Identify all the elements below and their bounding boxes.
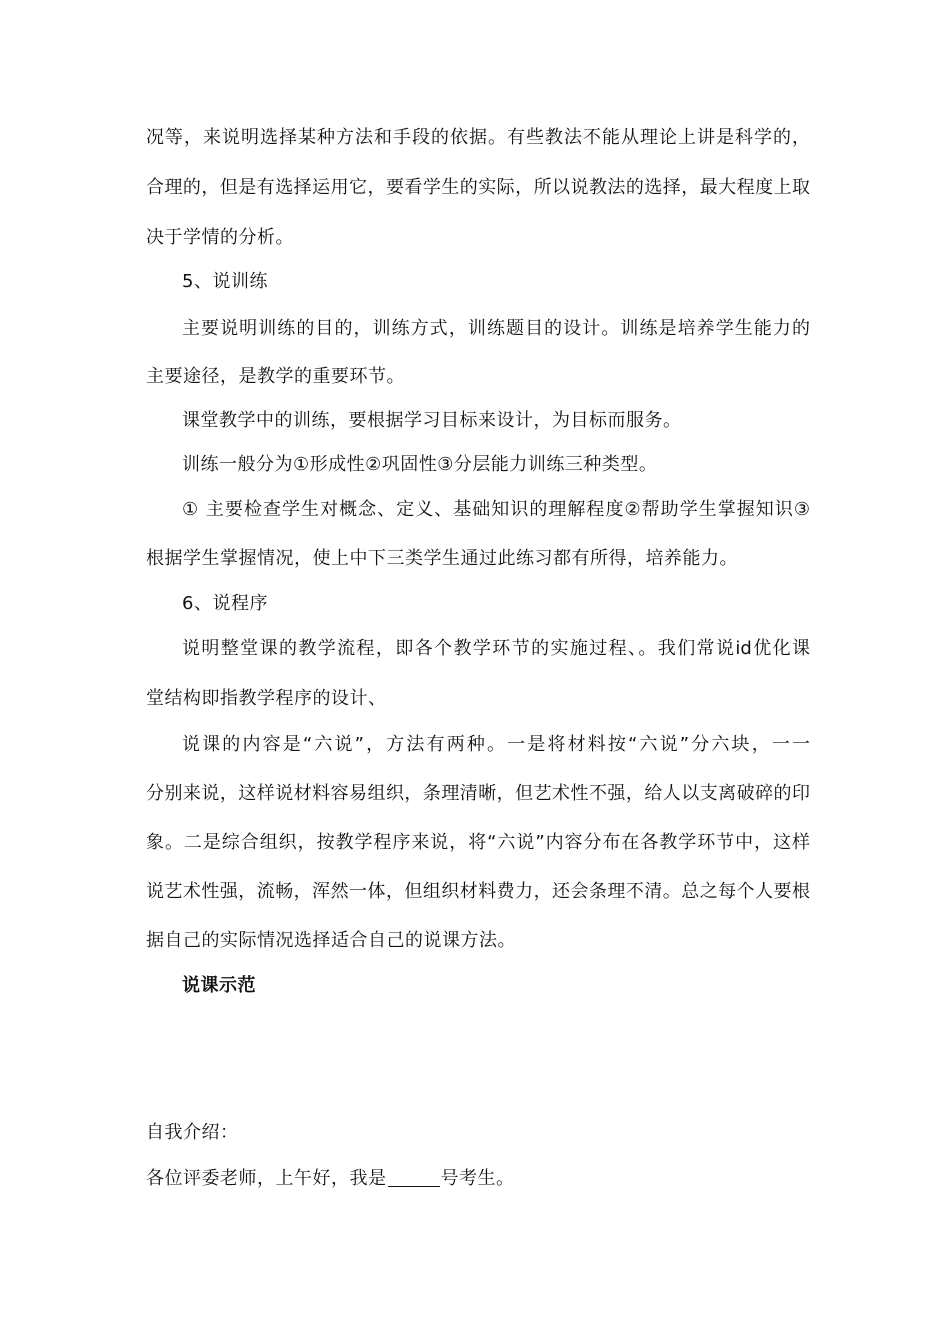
- section-heading-bold: 说课示范: [182, 975, 256, 996]
- paragraph-line: 分别来说，这样说材料容易组织，条理清晰，但艺术性不强，给人以支离破碎的印: [146, 783, 810, 804]
- paragraph-line: 根据学生掌握情况，使上中下三类学生通过此练习都有所得，培养能力。: [146, 548, 738, 569]
- section-heading: 6、说程序: [182, 593, 268, 614]
- paragraph-line: 堂结构即指教学程序的设计、: [146, 688, 387, 709]
- intro-text-before: 各位评委老师，上午好，我是: [146, 1168, 387, 1189]
- paragraph-line: 说艺术性强，流畅，浑然一体，但组织材料费力，还会条理不清。总之每个人要根: [146, 881, 810, 902]
- paragraph-line: 说明整堂课的教学流程，即各个教学环节的实施过程、。我们常说id优化课: [182, 638, 810, 659]
- paragraph-line: 自我介绍：: [146, 1122, 239, 1143]
- section-heading: 5、说训练: [182, 271, 268, 292]
- paragraph-line: 况等，来说明选择某种方法和手段的依据。有些教法不能从理论上讲是科学的，: [146, 127, 810, 148]
- paragraph-line: 主要途径，是教学的重要环节。: [146, 366, 405, 387]
- paragraph-line: 决于学情的分析。: [146, 227, 294, 248]
- paragraph-line: 合理的，但是有选择运用它，要看学生的实际，所以说教法的选择，最大程度上取: [146, 177, 810, 198]
- paragraph-line: 课堂教学中的训练，要根据学习目标来设计，为目标而服务。: [182, 410, 682, 431]
- paragraph-line: 说课的内容是“六说”，方法有两种。一是将材料按“六说”分六块，一一: [182, 734, 810, 755]
- paragraph-line: ① 主要检查学生对概念、定义、基础知识的理解程度②帮助学生掌握知识③: [182, 499, 810, 520]
- paragraph-line: 据自己的实际情况选择适合自己的说课方法。: [146, 930, 516, 951]
- paragraph-line: 训练一般分为①形成性②巩固性③分层能力训练三种类型。: [182, 454, 658, 475]
- paragraph-line: 象。二是综合组织，按教学程序来说，将“六说”内容分布在各教学环节中，这样: [146, 832, 810, 853]
- intro-text-after: 号考生。: [440, 1168, 515, 1189]
- intro-line: [146, 1167, 810, 1191]
- paragraph-line: 主要说明训练的目的，训练方式，训练题目的设计。训练是培养学生能力的: [182, 318, 810, 339]
- fill-in-blank: [388, 1168, 440, 1187]
